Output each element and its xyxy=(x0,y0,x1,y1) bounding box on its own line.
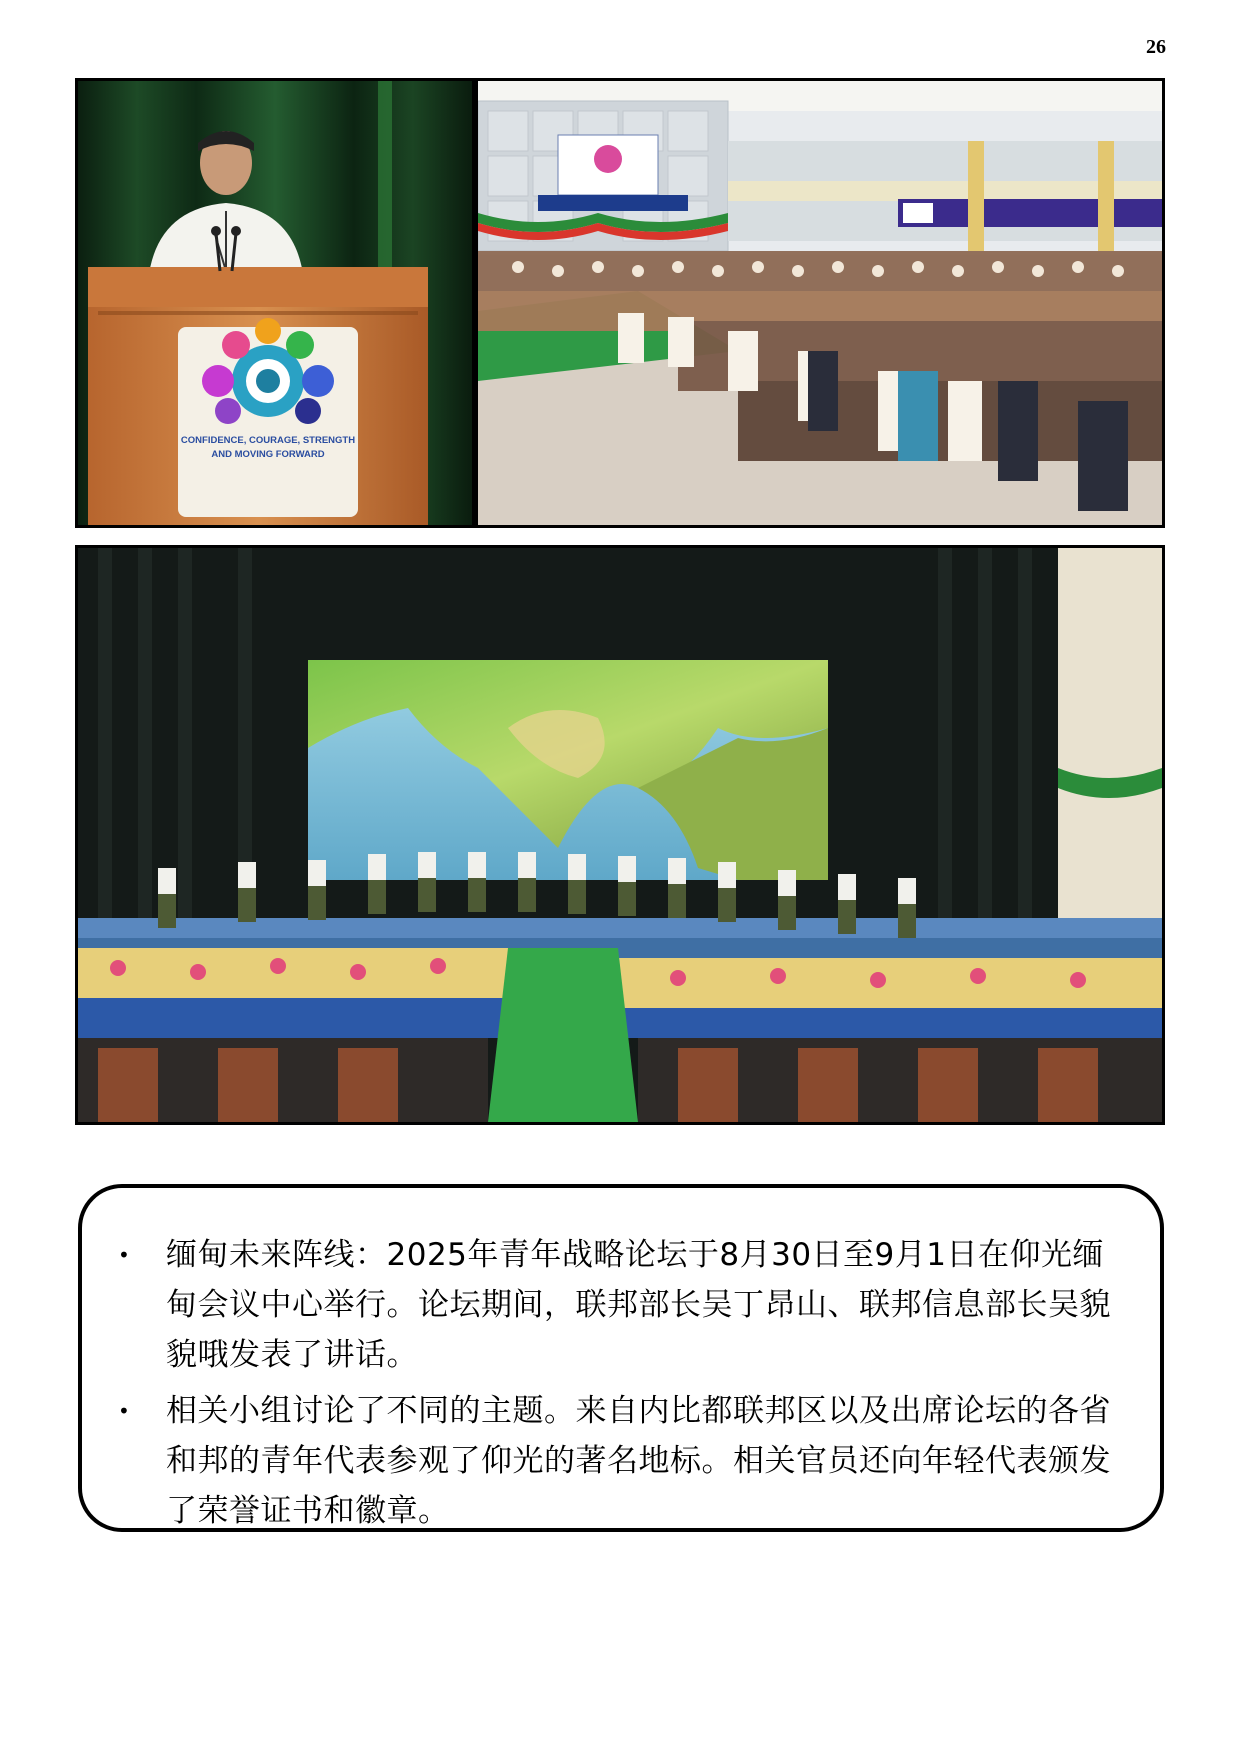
podium-slogan-line2: AND MOVING FORWARD xyxy=(211,449,325,460)
bullet-icon: • xyxy=(118,1399,131,1423)
summary-bullet-1-text: 缅甸未来阵线：2025年青年战略论坛于8月30日至9月1日在仰光缅甸会议中心举行。论坛期间，联邦部长吴丁昂山、联邦信息部长吴貌貌哦发表了讲话。 xyxy=(166,1237,1111,1373)
summary-bullet-1 xyxy=(118,1230,1130,1380)
speaker-photo xyxy=(75,78,475,528)
page-number: 26 xyxy=(1146,36,1166,58)
bullet-icon: • xyxy=(118,1243,131,1267)
summary-list xyxy=(118,1230,1130,1536)
summary-bullet-2-text: 相关小组讨论了不同的主题。来自内比都联邦区以及出席论坛的各省和邦的青年代表参观了仰光的著名地标。相关官员还向年轻代表颁发了荣誉证书和徽章。 xyxy=(166,1393,1111,1529)
stage-performance-photo xyxy=(75,545,1165,1125)
summary-bullet-2 xyxy=(118,1386,1130,1536)
podium-slogan-line1: CONFIDENCE, COURAGE, STRENGTH xyxy=(180,435,356,446)
summary-box xyxy=(78,1184,1164,1532)
audience-photo xyxy=(475,78,1165,528)
